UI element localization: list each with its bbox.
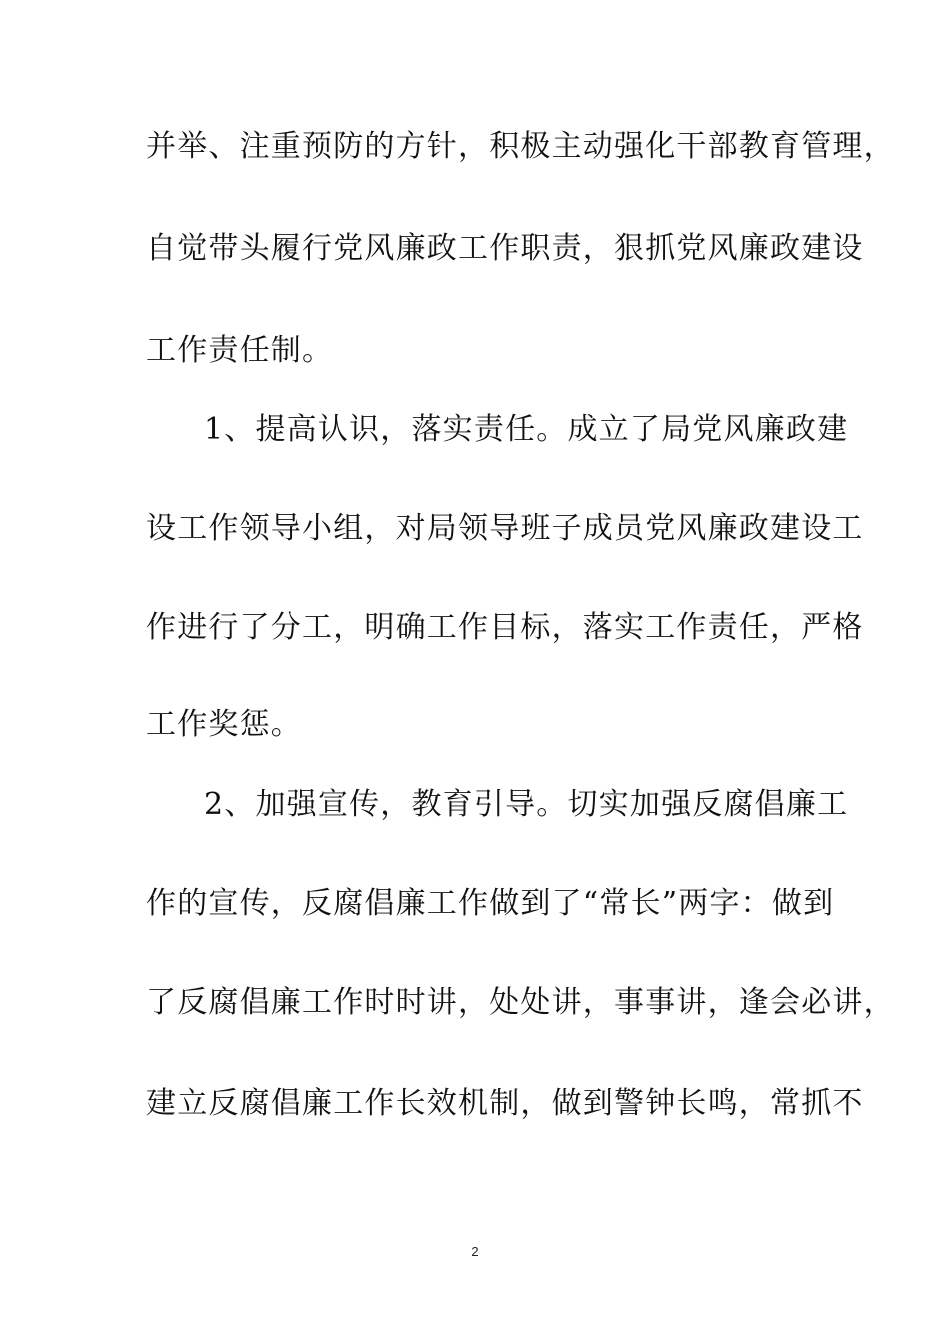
paragraph-first-line: 2、加强宣传，教育引导。切实加强反腐倡廉工 — [204, 787, 849, 822]
page-number: 2 — [471, 1244, 479, 1259]
text-line: 工作奖惩。 — [146, 707, 302, 742]
text-line: 并举、注重预防的方针，积极主动强化干部教育管理， — [146, 129, 895, 164]
text-line: 作进行了分工，明确工作目标，落实工作责任，严格 — [146, 610, 864, 645]
text-line: 了反腐倡廉工作时时讲，处处讲，事事讲，逢会必讲， — [146, 985, 895, 1020]
text-line: 自觉带头履行党风廉政工作职责，狠抓党风廉政建设 — [146, 231, 864, 266]
paragraph-first-line: 1、提高认识，落实责任。成立了局党风廉政建 — [204, 412, 849, 447]
text-line: 作的宣传，反腐倡廉工作做到了“常长”两字：做到 — [146, 886, 835, 921]
text-line: 设工作领导小组，对局领导班子成员党风廉政建设工 — [146, 511, 864, 546]
text-line: 工作责任制。 — [146, 333, 334, 368]
text-line: 建立反腐倡廉工作长效机制，做到警钟长鸣，常抓不 — [146, 1086, 864, 1121]
